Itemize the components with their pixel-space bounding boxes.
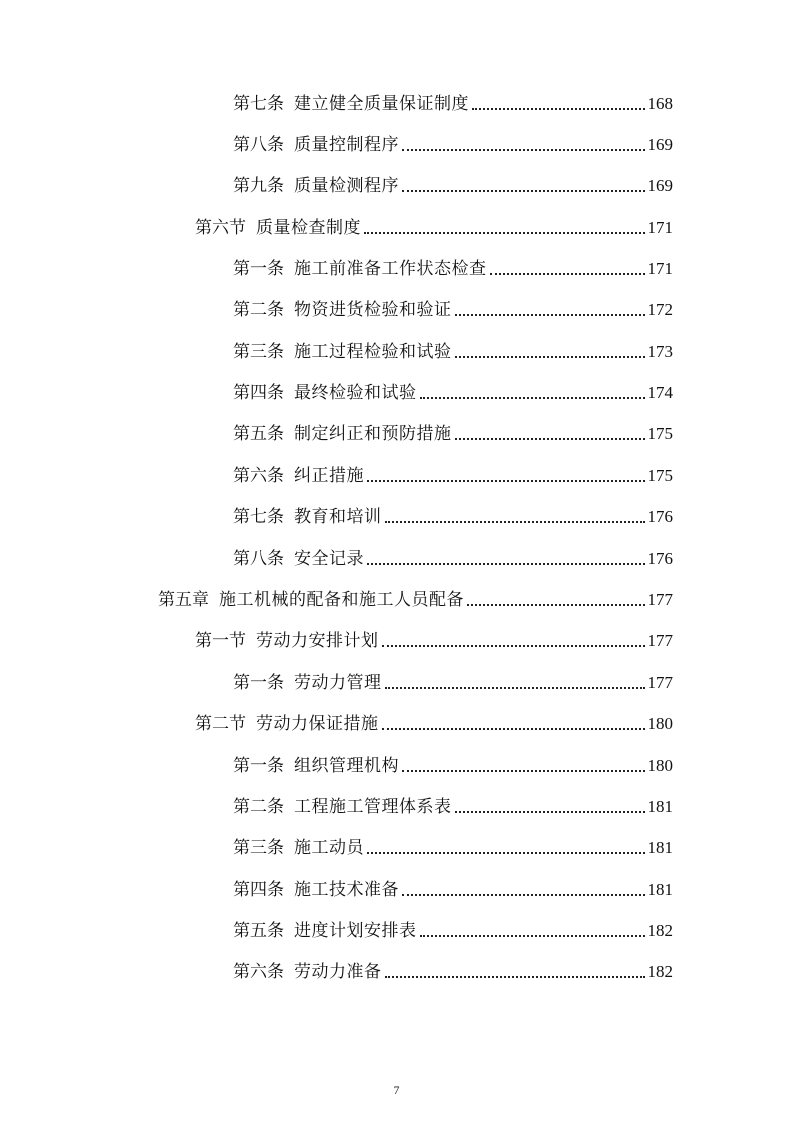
toc-entry-title: 建立健全质量保证制度 — [294, 94, 469, 114]
toc-entry-title: 进度计划安排表 — [294, 921, 417, 941]
toc-entry-number: 第二条 — [233, 797, 284, 817]
toc-entry-title: 质量检测程序 — [294, 176, 399, 196]
toc-entry[interactable] — [233, 957, 673, 987]
toc-entry-number: 第三条 — [233, 838, 284, 858]
toc-entry-title: 劳动力准备 — [294, 962, 382, 982]
toc-entry-page: 177 — [647, 590, 673, 609]
toc-entry[interactable] — [233, 89, 673, 119]
dot-leader — [367, 479, 645, 482]
toc-entry[interactable] — [233, 295, 673, 325]
dot-leader — [472, 107, 645, 110]
dot-leader — [367, 851, 645, 854]
toc-entry-number: 第四条 — [233, 383, 284, 403]
toc-entry-page: 182 — [647, 921, 673, 940]
toc-entry[interactable] — [158, 585, 673, 615]
dot-leader — [382, 727, 645, 730]
toc-entry-number: 第六条 — [233, 962, 284, 982]
toc-entry-number: 第六节 — [195, 218, 246, 238]
toc-entry-page: 168 — [647, 94, 673, 113]
toc-entry-title: 施工机械的配备和施工人员配备 — [219, 590, 464, 610]
toc-entry-page: 177 — [647, 673, 673, 692]
toc-entry-title: 施工动员 — [294, 838, 364, 858]
toc-entry-number: 第二节 — [195, 714, 246, 734]
dot-leader — [385, 520, 645, 523]
toc-entry[interactable] — [233, 751, 673, 781]
toc-entry-page: 171 — [647, 218, 673, 237]
toc-entry-title: 劳动力安排计划 — [256, 631, 379, 651]
toc-entry[interactable] — [233, 378, 673, 408]
toc-entry-page: 180 — [647, 756, 673, 775]
toc-entry-title: 施工技术准备 — [294, 880, 399, 900]
toc-entry[interactable] — [233, 502, 673, 532]
dot-leader — [402, 769, 645, 772]
toc-entry-number: 第八条 — [233, 135, 284, 155]
toc-entry-page: 180 — [647, 714, 673, 733]
toc-entry-title: 施工前准备工作状态检查 — [294, 259, 487, 279]
toc-entry-number: 第一条 — [233, 259, 284, 279]
toc-entry-number: 第六条 — [233, 466, 284, 486]
toc-entry-page: 172 — [647, 300, 673, 319]
toc-entry-page: 176 — [647, 549, 673, 568]
toc-entry-page: 169 — [647, 176, 673, 195]
toc-entry-page: 173 — [647, 342, 673, 361]
toc-entry-page: 175 — [647, 466, 673, 485]
toc-entry-title: 劳动力管理 — [294, 673, 382, 693]
toc-entry-title: 施工过程检验和试验 — [294, 342, 452, 362]
toc-entry-title: 制定纠正和预防措施 — [294, 424, 452, 444]
toc-entry[interactable] — [233, 668, 673, 698]
dot-leader — [420, 934, 645, 937]
toc-entry-title: 质量检查制度 — [256, 218, 361, 238]
dot-leader — [455, 355, 645, 358]
toc-entry[interactable] — [233, 875, 673, 905]
toc-entry-title: 工程施工管理体系表 — [294, 797, 452, 817]
toc-entry[interactable] — [195, 213, 673, 243]
toc-entry-number: 第三条 — [233, 342, 284, 362]
toc-entry-number: 第九条 — [233, 176, 284, 196]
toc-entry-title: 组织管理机构 — [294, 756, 399, 776]
toc-entry-number: 第五条 — [233, 424, 284, 444]
dot-leader — [455, 810, 645, 813]
dot-leader — [420, 396, 645, 399]
toc-entry[interactable] — [233, 833, 673, 863]
toc-entry-page: 169 — [647, 135, 673, 154]
dot-leader — [467, 603, 645, 606]
toc-entry-number: 第四条 — [233, 880, 284, 900]
dot-leader — [367, 562, 645, 565]
toc-entry[interactable] — [233, 792, 673, 822]
toc-entry[interactable] — [195, 709, 673, 739]
toc-entry-number: 第八条 — [233, 549, 284, 569]
toc-entry-page: 175 — [647, 424, 673, 443]
toc-entry[interactable] — [233, 254, 673, 284]
toc-entry[interactable] — [233, 461, 673, 491]
toc-entry-number: 第五条 — [233, 921, 284, 941]
toc-entry-number: 第七条 — [233, 94, 284, 114]
dot-leader — [402, 893, 645, 896]
toc-entry-number: 第七条 — [233, 507, 284, 527]
toc-entry-page: 174 — [647, 383, 673, 402]
toc-entry-page: 171 — [647, 259, 673, 278]
toc-entry-page: 181 — [647, 880, 673, 899]
toc-entry[interactable] — [233, 916, 673, 946]
page-number: 7 — [393, 1083, 400, 1097]
toc-entry-page: 181 — [647, 838, 673, 857]
dot-leader — [382, 644, 645, 647]
toc-entry[interactable] — [233, 130, 673, 160]
toc-entry-title: 最终检验和试验 — [294, 383, 417, 403]
dot-leader — [402, 189, 645, 192]
toc-entry-number: 第二条 — [233, 300, 284, 320]
toc-entry[interactable] — [195, 626, 673, 656]
toc-entry-number: 第一条 — [233, 673, 284, 693]
toc-entry-number: 第五章 — [158, 590, 209, 610]
toc-entry-number: 第一条 — [233, 756, 284, 776]
dot-leader — [455, 437, 645, 440]
toc-entry-title: 纠正措施 — [294, 466, 364, 486]
dot-leader — [385, 975, 645, 978]
toc-entry-number: 第一节 — [195, 631, 246, 651]
toc-entry-page: 177 — [647, 631, 673, 650]
toc-entry-title: 安全记录 — [294, 549, 364, 569]
dot-leader — [455, 313, 645, 316]
dot-leader — [364, 231, 645, 234]
toc-entry-title: 劳动力保证措施 — [256, 714, 379, 734]
dot-leader — [402, 148, 645, 151]
toc-entry-title: 物资进货检验和验证 — [294, 300, 452, 320]
toc-entry-page: 182 — [647, 962, 673, 981]
toc-entry-page: 176 — [647, 507, 673, 526]
toc-entry-page: 181 — [647, 797, 673, 816]
toc-entry-title: 质量控制程序 — [294, 135, 399, 155]
toc-entry[interactable] — [233, 544, 673, 574]
toc-entry[interactable] — [233, 171, 673, 201]
toc-entry[interactable] — [233, 419, 673, 449]
toc-entry-title: 教育和培训 — [294, 507, 382, 527]
dot-leader — [490, 272, 645, 275]
toc-entry[interactable] — [233, 337, 673, 367]
dot-leader — [385, 686, 645, 689]
